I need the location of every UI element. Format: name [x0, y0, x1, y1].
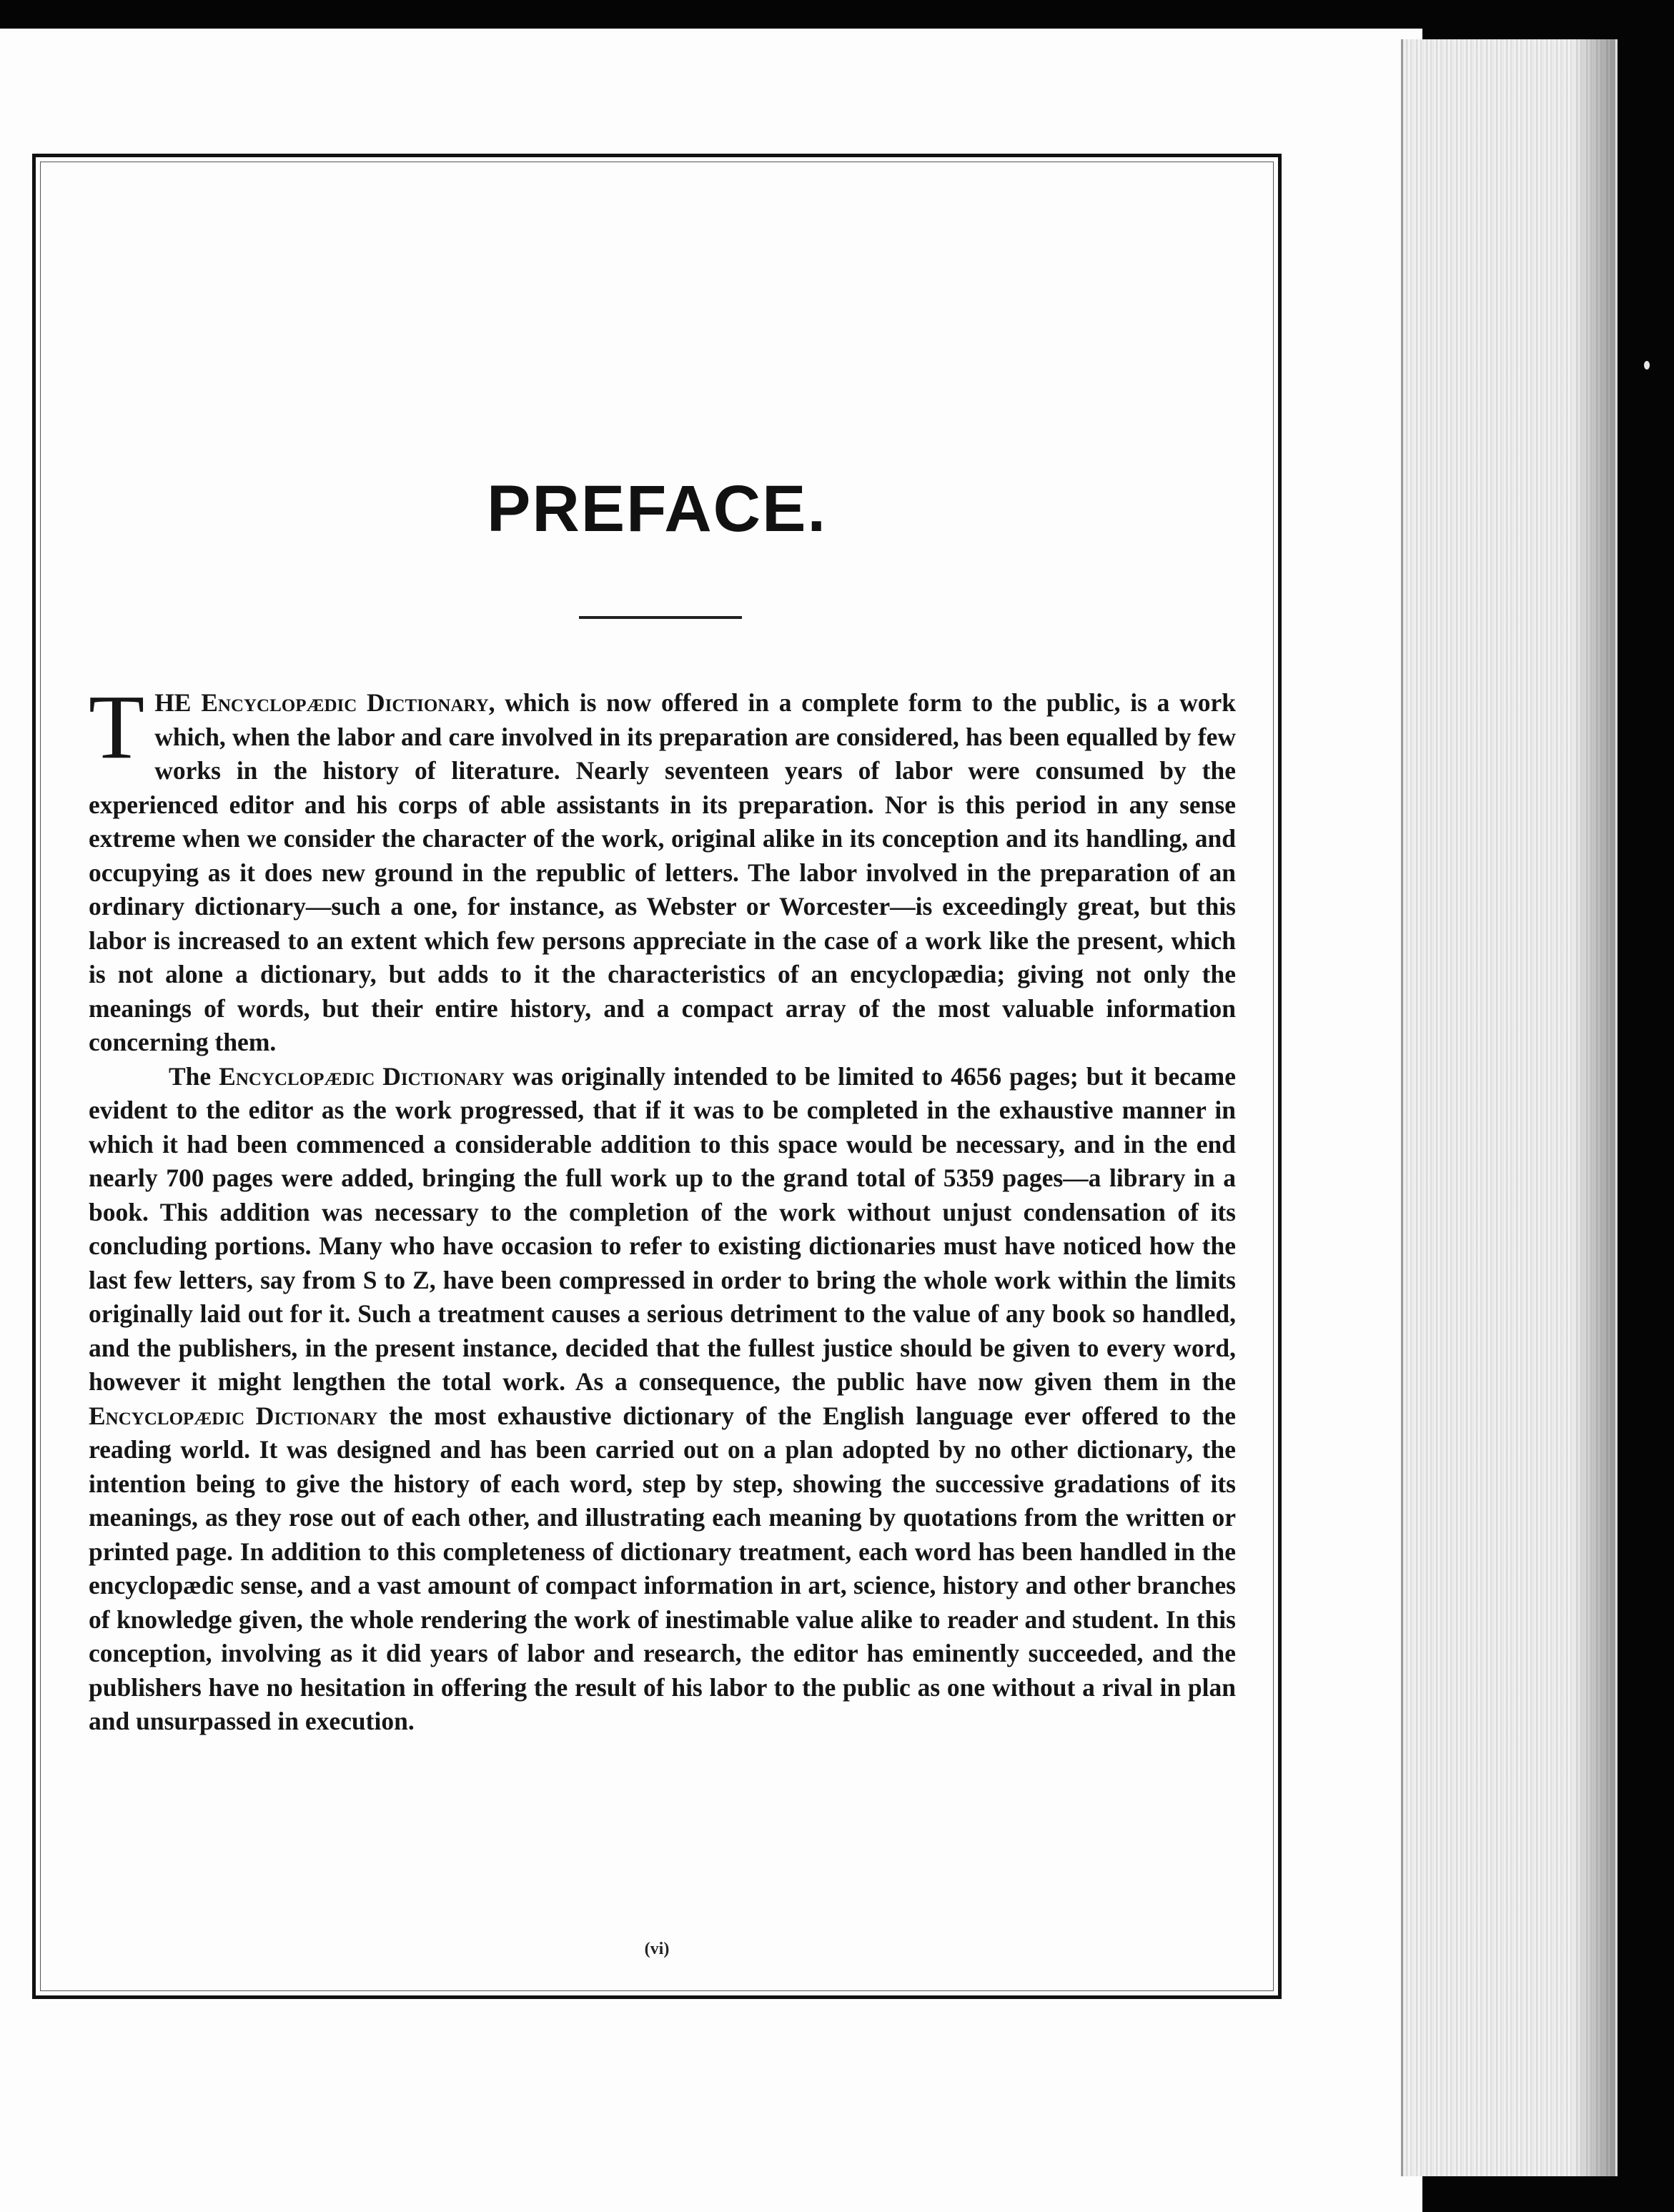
paragraph-2-start: The	[169, 1061, 219, 1091]
scan-speck	[1644, 361, 1650, 370]
paragraph-1-start: HE	[154, 688, 202, 717]
paragraph-2-middle: was originally intended to be limited to 4656 pages; but it became evident to the editor as the work progressed, that if it was to be completed in the exhaustive manner in which it had been commenced a considerable addition to this space would be necessary, and in the end nearly 700 pages were added, bringing the full work up to the grand total of 5359 pages—a library in a book. This addition was necessary to the completion of the work without unjust condensation of its concluding portions. Many who have occasion to refer to existing dictionaries must have noticed how the last few letters, say from S to Z, have been compressed in order to bring the whole work within the limits originally laid out for it. Such a treatment causes a serious detriment to the value of any book so handled, and the publishers, in the present instance, decided that the fullest justice should be given to every word, however it might lengthen the total work. As a consequence, the public have now given them in the	[89, 1061, 1236, 1396]
book-title-smallcaps: Encyclopædic Dictionary	[219, 1061, 505, 1091]
book-title-smallcaps: Encyclopædic Dictionary	[201, 688, 489, 717]
fore-edge-shadow	[1573, 39, 1615, 2176]
book-title-smallcaps: Encyclopædic Dictionary	[89, 1401, 378, 1430]
paragraph-1-text: , which is now offered in a complete form to the public, is a work which, when the labor and care involved in its preparation are considered, has been equalled by few works in the history of literature. Nearly seventeen years of labor were consumed by the experienced editor and his corps of able assistants in its preparation. Nor is this period in any sense extreme when we consider the character of the work, original alike in its conception and its handling, and occupying as it does new ground in the republic of letters. The labor involved in the preparation of an ordinary dictionary—such a one, for instance, as Webster or Worcester—is exceedingly great, but this labor is increased to an extent which few persons appreciate in the case of a work like the present, which is not alone a dictionary, but adds to it the characteristics of an encyclopædia; giving not only the meanings of words, but their entire history, and a compact array of the most valuable information concerning them.	[89, 688, 1236, 1056]
paragraph-2	[89, 1060, 1236, 1739]
drop-cap: T	[89, 676, 145, 778]
paragraph-2-end: the most exhaustive dictionary of the English language ever offered to the reading world. It was designed and has been carried out on a plan adopted by no other dictionary, the intention being to give the history of each word, step by step, showing the successive gradations of its meanings, as they rose out of each other, and illustrating each meaning by quotations from the written or printed page. In addition to this completeness of dictionary treatment, each word has been handled in the encyclopædic sense, and a vast amount of compact information in art, science, history and other branches of knowledge given, the whole rendering the work of inestimable value alike to reader and student. In this conception, involving as it did years of labor and research, the editor has eminently succeeded, and the publishers have no hesitation in offering the result of his labor to the public as one without a rival in plan and unsurpassed in execution.	[89, 1401, 1236, 1735]
title-rule	[579, 616, 742, 619]
preface-body	[89, 676, 1236, 1739]
page-title: PREFACE.	[486, 472, 828, 545]
page-number: (vi)	[644, 1940, 670, 1958]
paragraph-1	[89, 676, 1236, 1060]
